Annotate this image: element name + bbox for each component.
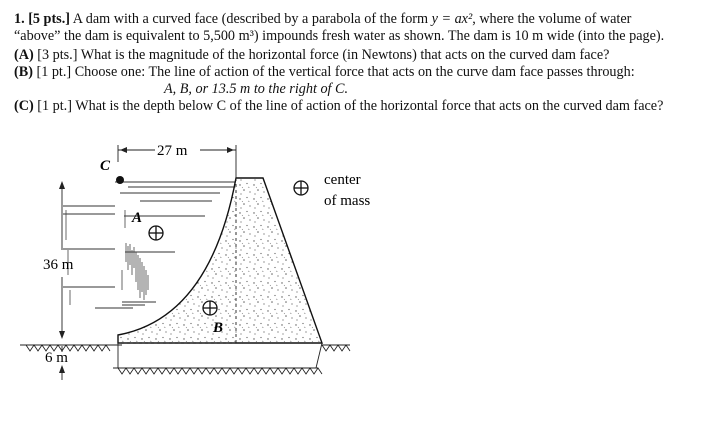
- parabola-formula: y = ax²: [431, 11, 473, 27]
- center-of-mass-a-icon: [149, 226, 163, 240]
- question-b: [14, 64, 706, 81]
- legend-line-2: of mass: [324, 193, 371, 209]
- statement-part-1: A dam with a curved face (described by a parabola of the form: [69, 11, 432, 27]
- problem-number: 1.: [14, 11, 25, 27]
- point-b-label: B: [213, 320, 224, 336]
- question-c-text: [1 pt.] What is the depth below C of the line of action of the horizontal force that acts on the curved dam face?: [33, 98, 664, 114]
- question-a-tag: (A): [14, 47, 34, 63]
- center-of-mass-b-icon: [203, 301, 217, 315]
- dam-body: [118, 178, 322, 343]
- problem-statement: [14, 11, 706, 45]
- problem-text: [14, 11, 706, 115]
- problem-points: [5 pts.]: [28, 11, 70, 27]
- statement-part-2: , where the volume of water: [472, 11, 632, 27]
- question-b-text: [1 pt.] Choose one: The line of action of the vertical force that acts on the curve dam face passes through:: [32, 64, 635, 80]
- question-b-tag: (B): [14, 64, 33, 80]
- question-a-text: [3 pts.] What is the magnitude of the horizontal force (in Newtons) that acts on the curved dam face?: [33, 47, 610, 63]
- question-b-choices: A, B, or 13.5 m to the right of C.: [164, 81, 349, 97]
- point-a-label: A: [132, 210, 143, 226]
- legend-line-1: center: [324, 172, 361, 188]
- question-a: [14, 47, 706, 64]
- width-label: 27 m: [157, 143, 188, 159]
- question-c-tag: (C): [14, 98, 34, 114]
- ground-hatching: [20, 343, 350, 374]
- point-c-marker: [116, 176, 124, 184]
- question-c: [14, 98, 706, 115]
- statement-part-3: “above” the dam is equivalent to 5,500 m³) impounds fresh water as shown. The dam is 10 m wide (into the page).: [14, 28, 665, 44]
- dam-figure: [0, 136, 717, 431]
- point-c-label: C: [100, 158, 111, 174]
- height-label: 36 m: [43, 257, 74, 273]
- base-label: 6 m: [45, 350, 68, 366]
- legend-center-of-mass-icon: [294, 181, 308, 195]
